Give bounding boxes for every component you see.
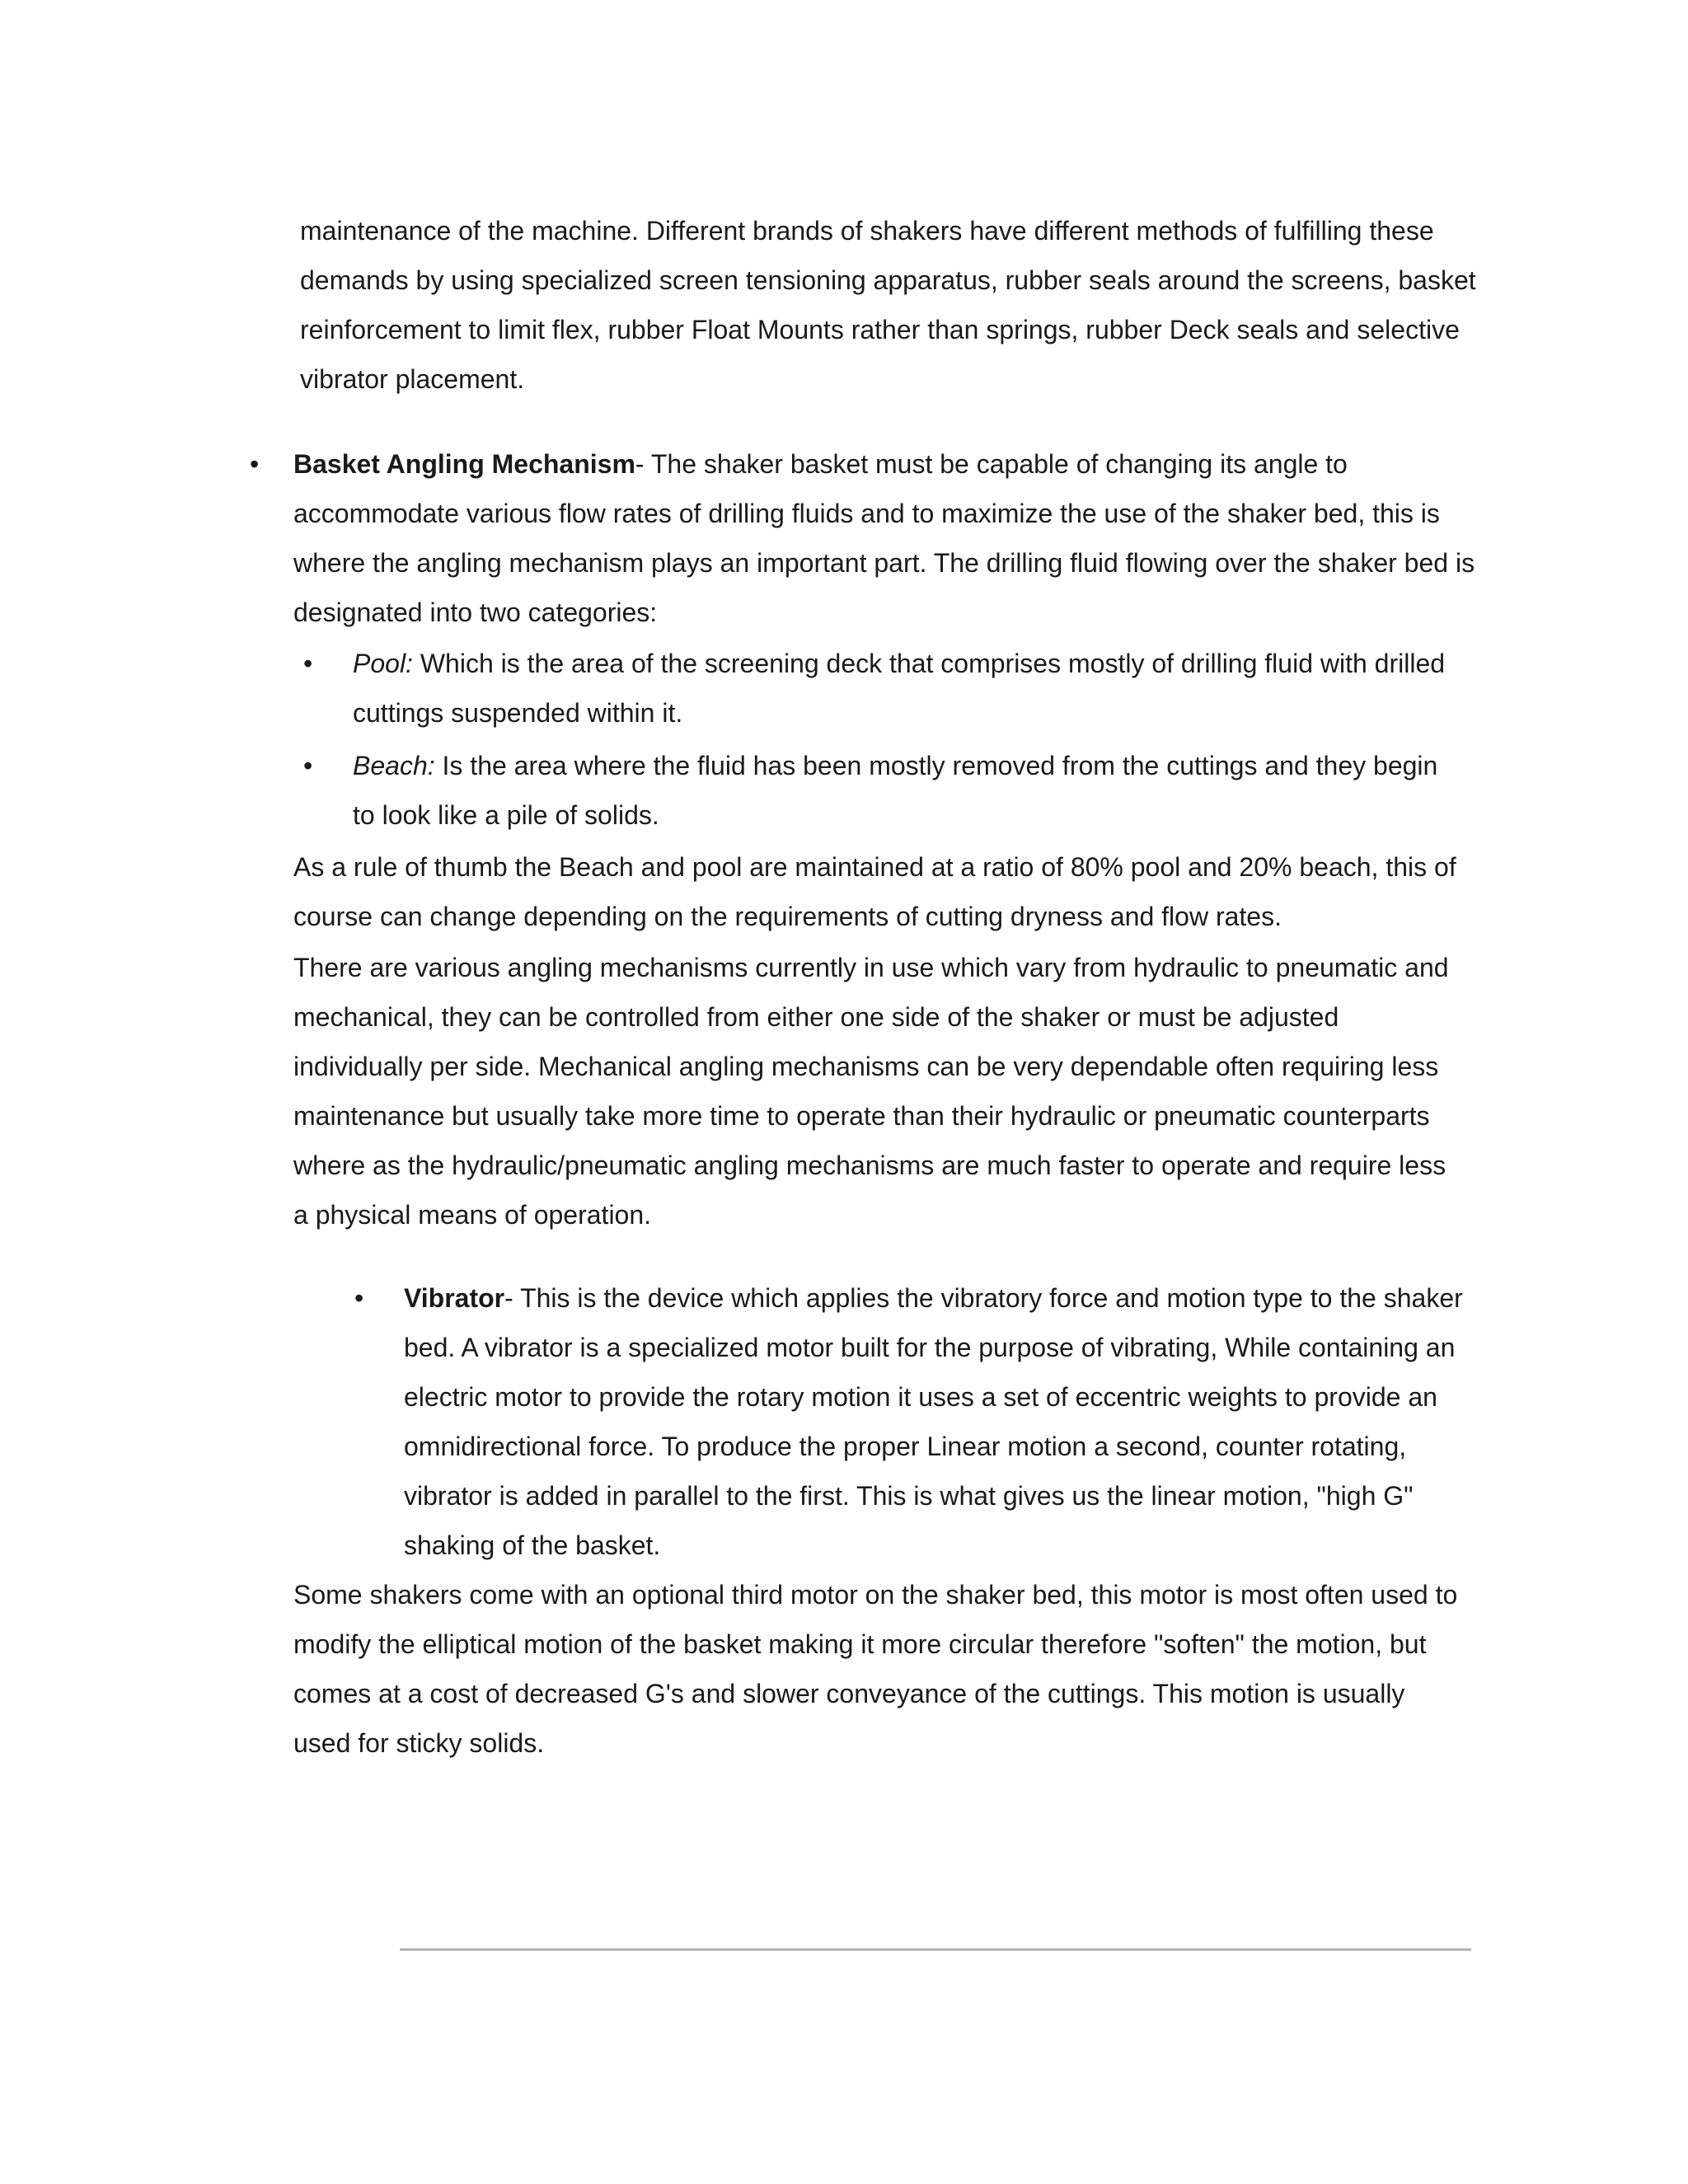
beach-bullet: •: [303, 751, 313, 780]
basket-bullet: •: [250, 449, 260, 479]
beach-item: [353, 741, 1457, 840]
vibrator-paragraph: [404, 1273, 1467, 1570]
pool-text: Which is the area of the screening deck that comprises mostly of drilling fluid with drilled cuttings suspended within it.: [353, 649, 1446, 728]
beach-text: Is the area where the fluid has been mostly removed from the cuttings and they begin to look like a pile of solids.: [353, 751, 1438, 830]
vibrator-text: - This is the device which applies the vibratory force and motion type to the shaker bed. A vibrator is a specialized motor built for the purpose of vibrating, While containing an electric motor to provide the rotary motion it uses a set of eccentric weights to provide an omnidirectional force. To produce the proper Linear motion a second, counter rotating, vibrator is added in parallel to the first. This is what gives us the linear motion, "high G" shaking of the basket.: [404, 1283, 1463, 1560]
intro-paragraph: maintenance of the machine. Different brands of shakers have different methods of fulfilling these demands by using specialized screen tensioning apparatus, rubber seals around the screens, basket reinforcement to limit flex, rubber Float Mounts rather than springs, rubber Deck seals and selective vibrator placement.: [300, 216, 1476, 394]
basket-angling-paragraph: [293, 439, 1489, 637]
vibrator-heading: Vibrator: [404, 1283, 505, 1313]
basket-angling-text: - The shaker basket must be capable of changing its angle to accommodate various flow rates of drilling fluids and to maximize the use of the shaker bed, this is where the angling mechanism plays an important part. The drilling fluid flowing over the shaker bed is designated into two categories:: [293, 449, 1475, 627]
footer-divider: [400, 1948, 1471, 1951]
pool-term: Pool:: [353, 649, 413, 678]
basket-angling-heading: Basket Angling Mechanism: [293, 449, 635, 479]
angling-mechanisms-paragraph: There are various angling mechanisms currently in use which vary from hydraulic to pneumatic and mechanical, they can be controlled from either one side of the shaker or must be adjusted individually per side. Mechanical angling mechanisms can be very dependable often requiring less maintenance but usually take more time to operate than their hydraulic or pneumatic counterparts where as the hydraulic/pneumatic angling mechanisms are much faster to operate and require less a physical means of operation.: [293, 953, 1449, 1230]
vibrator-bullet: •: [354, 1283, 364, 1313]
pool-item: [353, 639, 1457, 738]
beach-term: Beach:: [353, 751, 435, 780]
rule-of-thumb-paragraph: As a rule of thumb the Beach and pool are maintained at a ratio of 80% pool and 20% beach, this of course can change depending on the requirements of cutting dryness and flow rates.: [293, 852, 1456, 931]
closing-paragraph: Some shakers come with an optional third motor on the shaker bed, this motor is most often used to modify the elliptical motion of the basket making it more circular therefore "soften" the motion, but comes at a cost of decreased G's and slower conveyance of the cuttings. This motion is usually used for sticky solids.: [293, 1580, 1458, 1758]
pool-bullet: •: [303, 649, 313, 678]
